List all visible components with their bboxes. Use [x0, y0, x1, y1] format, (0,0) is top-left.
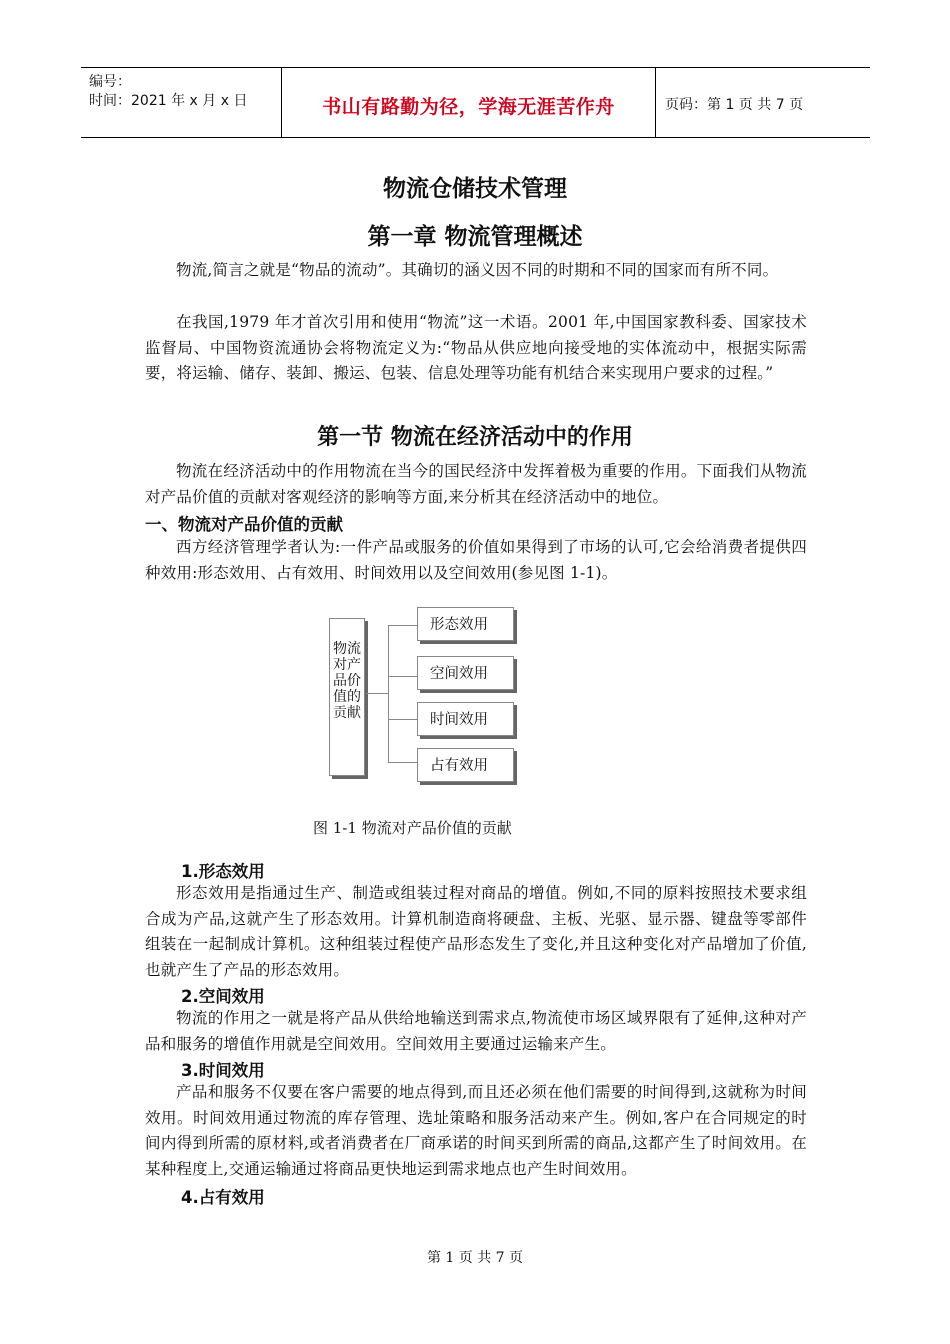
diagram-connector-4	[388, 762, 417, 763]
diagram-connector-3	[388, 719, 417, 720]
heading-form-utility: 1.形态效用	[181, 862, 265, 881]
page-number: 页码：第 1 页 共 7 页	[665, 97, 804, 113]
doc-title: 物流仓储技术管理	[383, 176, 567, 202]
document-header	[81, 67, 870, 138]
diagram-box-time-utility: 时间效用	[417, 702, 514, 736]
doc-number: 编号：	[89, 74, 131, 90]
diagram-connector-1	[388, 625, 417, 626]
header-page-cell	[655, 68, 870, 137]
paragraph-time-utility: 产品和服务不仅要在客户需要的地点得到,而且还必须在他们需要的时间得到,这就称为时间效用。时间效用通过物流的库存管理、选址策略和服务活动来产生。例如,客户在合同规定的时间内得到所需的原材料,或者消费者在厂商承诺的时间买到所需的商品,这都产生了时间效用。在某种程度上,交通运输通过将商品更快地运到需求地点也产生时间效用。	[145, 1083, 807, 1178]
paragraph-definition: 物流,简言之就是“物品的流动”。其确切的涵义因不同的时期和不同的国家而有所不同。	[176, 261, 779, 279]
heading-time-utility: 3.时间效用	[181, 1061, 265, 1080]
page-footer: 第 1 页 共 7 页	[426, 1250, 524, 1266]
doc-date: 时间：2021 年 x 月 x 日	[89, 93, 248, 109]
heading-possession-utility: 4.占有效用	[181, 1188, 265, 1207]
diagram-connector-main	[366, 693, 388, 694]
motto: 书山有路勤为径，学海无涯苦作舟	[322, 96, 615, 118]
diagram-box-space-utility: 空间效用	[417, 656, 514, 690]
paragraph-history: 在我国,1979 年才首次引用和使用“物流”这一术语。2001 年,中国国家教科委、国家技术监督局、中国物资流通协会将物流定义为:“物品从供应地向接受地的实体流动中，根据实际需要，将运输、储存、装卸、搬运、包装、信息处理等功能有机结合来实现用户要求的过程。”	[145, 313, 807, 382]
chapter-title: 第一章 物流管理概述	[367, 224, 583, 250]
paragraph-space-utility: 物流的作用之一就是将产品从供给地输送到需求点,物流使市场区域界限有了延伸,这种对产品和服务的增值作用就是空间效用。空间效用主要通过运输来产生。	[145, 1009, 807, 1053]
paragraph-section-intro: 物流在经济活动中的作用物流在当今的国民经济中发挥着极为重要的作用。下面我们从物流对产品价值的贡献对客观经济的影响等方面,来分析其在经济活动中的地位。	[145, 462, 807, 506]
figure-caption: 图 1-1 物流对产品价值的贡献	[313, 819, 512, 837]
header-motto-cell	[281, 68, 656, 137]
diagram-connector-vertical	[388, 625, 389, 762]
header-meta-cell	[81, 68, 281, 137]
paragraph-four-utilities: 西方经济管理学者认为:一件产品或服务的价值如果得到了市场的认可,它会给消费者提供四种效用:形态效用、占有效用、时间效用以及空间效用(参见图 1-1)。	[145, 538, 807, 582]
diagram-main-box	[329, 618, 365, 776]
diagram-main-label: 物流对产品价值的贡献	[333, 641, 361, 721]
section-title: 第一节 物流在经济活动中的作用	[317, 425, 633, 450]
diagram-connector-2	[388, 676, 417, 677]
paragraph-form-utility: 形态效用是指通过生产、制造或组装过程对商品的增值。例如,不同的原料按照技术要求组合成为产品,这就产生了形态效用。计算机制造商将硬盘、主板、光驱、显示器、键盘等零部件组装在一起制成计算机。这种组装过程使产品形态发生了变化,并且这种变化对产品增加了价值,也就产生了产品的形态效用。	[145, 884, 807, 979]
diagram-box-form-utility: 形态效用	[417, 607, 514, 641]
heading-space-utility: 2.空间效用	[181, 987, 265, 1006]
diagram-box-possession-utility: 占有效用	[417, 748, 514, 782]
heading-value-contribution: 一、物流对产品价值的贡献	[145, 515, 343, 534]
